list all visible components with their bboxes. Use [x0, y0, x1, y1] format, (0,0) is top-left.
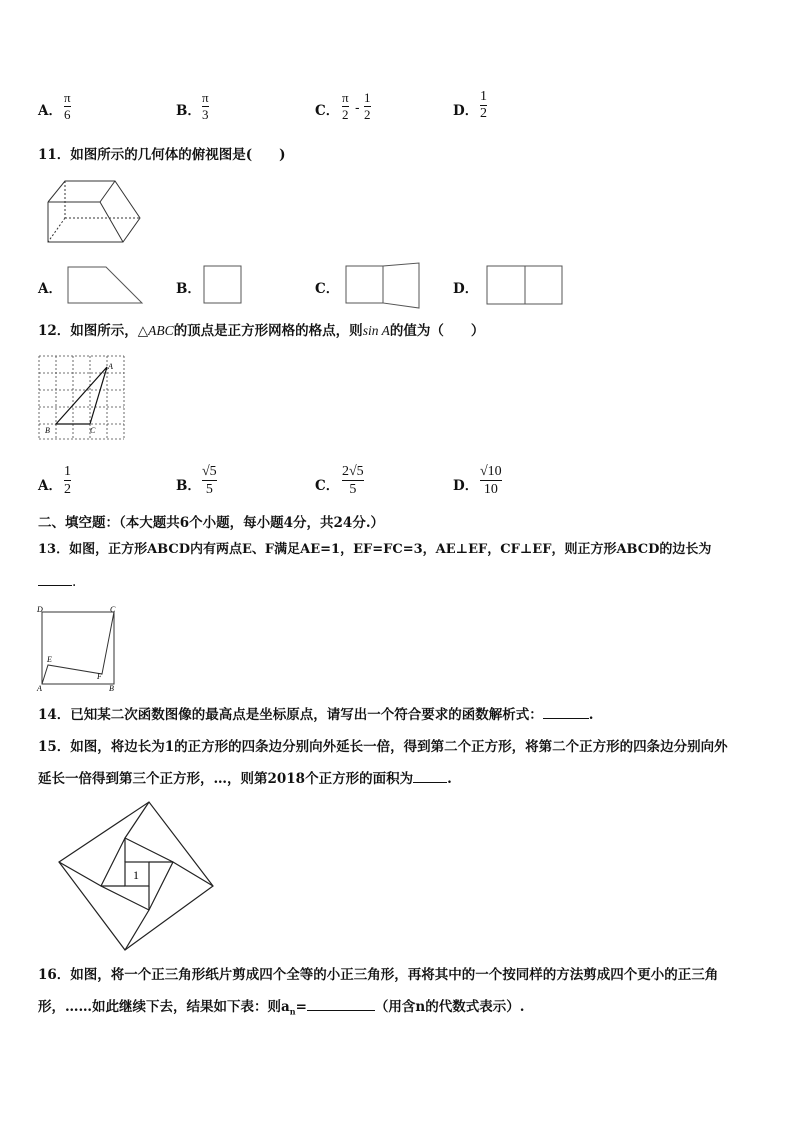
- numerator: 1: [364, 90, 371, 105]
- q10-option-a-value: [64, 91, 71, 122]
- denominator: 6: [64, 107, 71, 122]
- q10-option-d-label: D．: [453, 103, 479, 119]
- q16-equals: =: [295, 999, 307, 1015]
- q13-answer-line: [38, 573, 76, 591]
- numerator: 1: [64, 464, 71, 479]
- denominator: 2: [364, 107, 371, 122]
- q13-square-figure: [36, 604, 122, 692]
- denominator: 10: [483, 482, 498, 497]
- q11-option-d-figure: [486, 265, 564, 307]
- q12-option-a-label: A．: [38, 478, 62, 494]
- q15-question-line1: 15．如图，将边长为1的正方形的四条边分别向外延长一倍，得到第二个正方形，将第二个正方形的四条边分别向外: [38, 739, 728, 755]
- q10-option-c-value-1: [342, 91, 349, 122]
- q15-text: 延长一倍得到第三个正方形，…，则第2018个正方形的面积为: [38, 771, 414, 787]
- numerator: √5: [202, 464, 217, 479]
- q12-option-b-value: [202, 464, 217, 497]
- q12-prefix: 12．如图所示，: [38, 323, 138, 339]
- numerator: 1: [480, 89, 487, 104]
- q11-option-a-figure: [66, 265, 146, 305]
- denominator: 2: [64, 482, 71, 497]
- denominator: 2: [342, 107, 349, 122]
- q16-question-line1: 16．如图，将一个正三角形纸片剪成四个全等的小正三角形，再将其中的一个按同样的方法剪成四个更小的正三角: [38, 967, 719, 983]
- point-a-label: A: [37, 684, 42, 693]
- q10-option-b-value: [202, 91, 209, 122]
- q14-question: [38, 706, 594, 724]
- q11-option-c-label: C．: [315, 281, 340, 297]
- q13-period: .: [72, 574, 77, 590]
- q11-option-d-label: D．: [453, 281, 479, 297]
- q15-answer-blank[interactable]: [413, 782, 447, 783]
- q10-option-d-value: [480, 90, 487, 121]
- q12-suffix: 的值为（ ）: [389, 323, 485, 339]
- q11-option-c-figure: [345, 264, 423, 312]
- denominator: 2: [480, 106, 487, 121]
- q10-option-a-label: A．: [38, 103, 62, 119]
- q10-option-b-label: B．: [176, 103, 201, 119]
- unit-square-label: 1: [133, 868, 139, 882]
- q12-triangle: △ABC: [137, 323, 174, 338]
- q10-option-c-label: C．: [315, 103, 340, 119]
- denominator: 5: [205, 482, 213, 497]
- q14-period: .: [588, 707, 594, 723]
- q12-question: [38, 322, 484, 340]
- q13-question-line1: 13．如图，正方形ABCD内有两点E、F满足AE=1，EF=FC=3，AE⊥EF，CF⊥EF，则正方形ABCD的边长为: [38, 542, 712, 557]
- q16-question-line2: [38, 998, 524, 1021]
- point-c-label: C: [110, 605, 116, 614]
- minus-sign: -: [355, 100, 360, 116]
- point-d-label: D: [37, 605, 43, 614]
- numerator: π: [342, 90, 349, 105]
- numerator: π: [64, 90, 71, 105]
- q12-grid-figure: [38, 355, 128, 441]
- q11-option-b-label: B．: [176, 281, 201, 297]
- numerator: √10: [480, 464, 502, 479]
- q11-option-a-label: A．: [38, 281, 62, 297]
- q12-option-d-value: [480, 464, 502, 497]
- denominator: 3: [202, 107, 209, 122]
- q12-middle: 的顶点是正方形网格的格点，则: [173, 323, 363, 339]
- point-c-label: C: [90, 426, 96, 435]
- q12-option-d-label: D．: [453, 478, 479, 494]
- q16-text-pre: 形，……如此继续下去，结果如下表：则a: [38, 999, 290, 1015]
- q15-nested-squares-figure: [55, 800, 220, 960]
- q16-text-post: （用含n的代数式表示）.: [374, 999, 525, 1015]
- point-b-label: B: [45, 426, 50, 435]
- denominator: 5: [349, 482, 357, 497]
- section-heading: 二、填空题：（本大题共6个小题，每小题4分，共24分.）: [38, 515, 385, 531]
- q14-text: 14．已知某二次函数图像的最高点是坐标原点，请写出一个符合要求的函数解析式：: [38, 707, 543, 723]
- point-b-label: B: [109, 684, 114, 693]
- point-f-label: F: [97, 672, 102, 681]
- q13-answer-blank[interactable]: [38, 585, 72, 586]
- q16-answer-blank[interactable]: [307, 1010, 375, 1011]
- numerator: π: [202, 90, 209, 105]
- q11-question: 11．如图所示的几何体的俯视图是( ): [38, 147, 286, 163]
- q11-solid-figure: [45, 178, 155, 248]
- q12-option-c-value: [342, 464, 364, 497]
- q14-answer-blank[interactable]: [543, 718, 589, 719]
- point-e-label: E: [47, 655, 52, 664]
- q12-option-a-value: [64, 464, 71, 497]
- q10-option-c-value-2: [364, 91, 371, 122]
- q12-sin-a: sin A: [362, 323, 390, 338]
- q12-option-c-label: C．: [315, 478, 340, 494]
- q15-period: .: [447, 771, 452, 787]
- q12-option-b-label: B．: [176, 478, 201, 494]
- numerator: 2√5: [342, 464, 364, 479]
- point-a-label: A: [108, 362, 113, 371]
- q11-option-b-figure: [203, 265, 243, 305]
- q15-question-line2: [38, 770, 452, 788]
- q16-subscript: n: [289, 1006, 296, 1017]
